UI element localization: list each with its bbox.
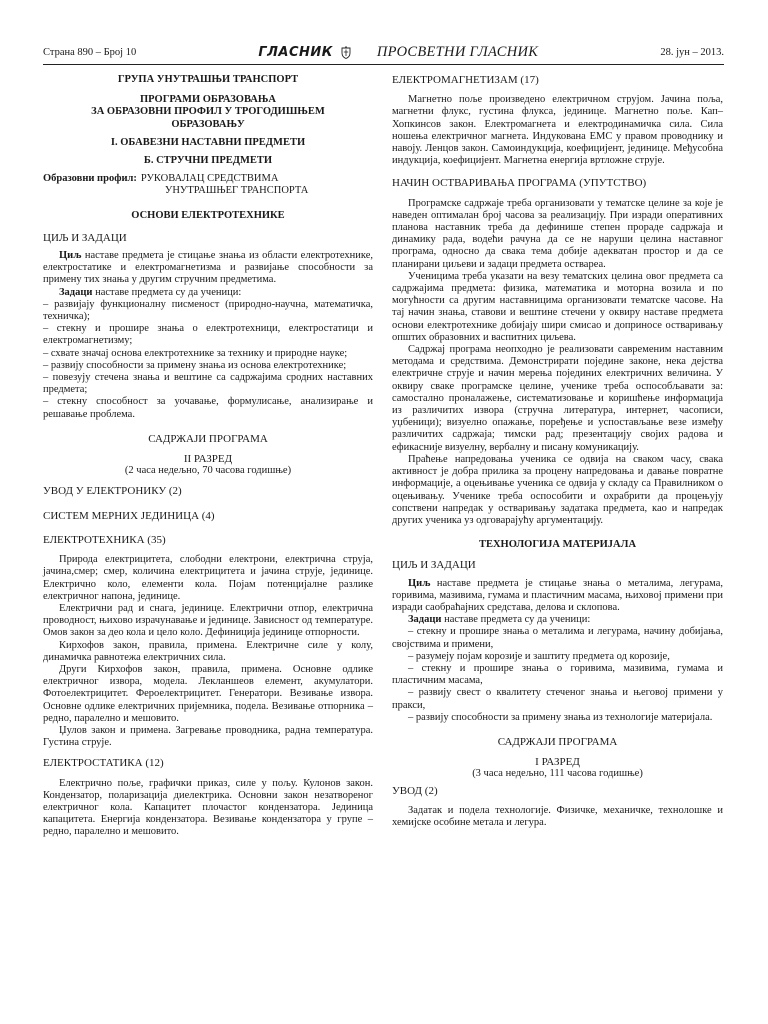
task2-item: – разумеју појам корозије и заштиту предмета од корозије, [408,650,670,662]
task-item: – развијају функционалну писменост (природно-научна, математичка, техничка); [43,298,373,323]
programs-title-line-2: ЗА ОБРАЗОВНИ ПРОФИЛ У ТРОГОДИШЊЕМ [91,106,325,118]
coat-of-arms-icon [341,46,351,59]
task-item: – схвате значај основа електротехнике за технику и природне науке; [43,347,348,359]
goal-text: наставе предмета је стицање знања из области електротехнике, електростатике и електромагнетизма и развијање способности за примену тих знања у другим стручним предметима. [43,250,373,286]
grade-heading: II РАЗРЕД [183,453,233,466]
intro2-paragraph: Задатак и подела технологије. Физичке, механичке, технолошке и хемијске особине метала и легура. [392,804,723,828]
right-column [392,74,723,829]
programs-title-line-1: ПРОГРАМИ ОБРАЗОВАЊА [140,94,276,106]
task2-item: – развију способности за примену знања из технологије материјала. [408,711,713,723]
electromagnetism-paragraph: Магнетно поље произведено електричном струјом. Јачина поља, магнетни флукс, густина флукса, јединице. Магнетно поље. Кап–Хопкинсов закон. Електромагнета и електродинамичка сила. Сила ношења електричног магнета. Индукована ЕМС у правом проводнику и навоју. Ленцов закон. Самоиндукција, коефицијент, јединице. Међусобна индукција, коефицијент. Магнетна енергија вртложне струје. [392,94,723,167]
task2-item: – стекну и прошире знања о горивима, мазивима, гумама и пластичним масама, [392,662,723,687]
task-item: – развију способности за примену знања из основа електротехнике; [43,359,347,371]
programs-title-line-3: ОБРАЗОВАЊУ [171,118,245,130]
section-professional: Б. СТРУЧНИ ПРЕДМЕТИ [143,155,273,167]
task-item: – стекну способност за уочавање, формулисање, анализирање и решавање проблема. [43,396,373,420]
content-heading: САДРЖАЈИ ПРОГРАМА [148,432,268,445]
electrotech-paragraph: Кирхофов закон, правила, примена. Електричне силе у колу, динамичка равнотежа електричних сила. [43,639,373,663]
profile-label: Образовни профил: [43,173,137,185]
group-heading: ГРУПА УНУТРАШЊИ ТРАНСПОРТ [117,74,299,85]
goals-heading: ЦИЉ И ЗАДАЦИ [43,231,127,244]
goal2-text: наставе предмета је стицање знања о металима, легурама, горивима, мазивима, гумама и пластичним масама, њиховој примени при изради саобраћајних средстава, делова и склопова. [392,577,723,613]
page-header [43,40,724,65]
journal-title: ПРОСВЕТНИ ГЛАСНИК [376,43,539,60]
topic-electrostatics: ЕЛЕКТРОСТАТИКА (12) [43,757,164,770]
subject2-title: ТЕХНОЛОГИЈА МАТЕРИЈАЛА [478,539,637,551]
topic2-intro: УВОД (2) [392,784,438,797]
topic-electromagnetism: ЕЛЕКТРОМАГНЕТИЗАМ (17) [392,74,539,86]
electrotech-paragraph: Електрични рад и снага, јединице. Електрични отпор, електрична проводност, њихово израчунавање и јединице. Зависност од температуре. Омов закон за део кола и цело коло. Дефиниција јединице отпорности. [43,602,373,639]
electrotech-paragraph: Природа електрицитета, слободни електрони, електрична струја, јачина,смер; смер, количина електрицитета и јачина струје, јединице. Електрично коло, елементи кола. Појам потенцијалне разлике електричног напона, јединице. [43,554,373,602]
electrotech-paragraph: Џулов закон и примена. Загревање проводника, радна температура. Густина струје. [43,724,373,749]
logo-text: ГЛАСНИК [258,44,333,60]
method-paragraph: Праћење напредовања ученика се одвија на сваком часу, свака активност је добра прилика за процену напредовања и давање повратне информације, а оцењивање ученика се одвија у складу са Правилником о оцењивању. Ученике треба оспособити и охрабрити да процењују сопствени напредак у остваривању задатака предмета, као и напредак других ученика уз одговарајућу аргументацију. [392,453,723,526]
topic-electrotechnics: ЕЛЕКТРОТЕХНИКА (35) [43,533,166,546]
goal2-paragraph [392,578,723,615]
task2-item: – развију свест о квалитету стеченог знања и његовој примени у пракси, [392,687,723,711]
grade2-hours: (3 часа недељно, 111 часова годишње) [472,768,643,780]
tasks-intro [43,287,373,299]
profile-value-line-2: УНУТРАШЊЕГ ТРАНСПОРТА [164,185,309,197]
task-item: – стекну и прошире знања о електротехници, електростатици и електромагнетизму; [43,323,373,347]
method-paragraph: Програмске садржаје треба организовати у тематске целине за које је наведен оптималан број часова за реализацију. При изради оперативних планова наставник треба да дефинише степен прораде садржаја и динамику рада, водећи рачуна да се не наруши целина наставног програма, односно да свака тема добије адекватан простор и да се планирани циљеви и задаци предмета оствареа. [392,197,723,270]
educational-profile [43,173,373,197]
goals2-heading: ЦИЉ И ЗАДАЦИ [392,559,476,572]
tasks2-intro [392,614,723,626]
method-heading: НАЧИН ОСТВАРИВАЊА ПРОГРАМА (УПУТСТВО) [392,177,647,190]
logo [258,45,333,60]
topic-units: СИСТЕМ МЕРНИХ ЈЕДИНИЦА (4) [43,509,215,522]
issue-date: 28. јун – 2013. [660,46,724,58]
grade-hours: (2 часа недељно, 70 часова годишње) [124,465,292,477]
content2-heading: САДРЖАЈИ ПРОГРАМА [497,735,618,748]
electrotech-paragraph: Други Кирхофов закон, правила, примена. Основне одлике електричног извора, модела. Лекланшеов елемент, акумулатори. Фотоелектрицитет. Фероелектрицитет. Генератори. Везивање извора. Основне одлике електричних пријемника, подела. Везивање отпорника – редно, паралелно и мешовито. [43,663,373,724]
topic-intro: УВОД У ЕЛЕКТРОНИКУ (2) [43,485,182,498]
page-issue: Страна 890 – Број 10 [43,46,137,58]
profile-value-line-1: РУКОВАЛАЦ СРЕДСТВИМА [140,173,279,185]
left-column [43,74,373,839]
task2-item: – стекну и прошире знања о металима и легурама, начину добијања, својствима и примени, [392,626,723,650]
section-mandatory: I. ОБАВЕЗНИ НАСТАВНИ ПРЕДМЕТИ [110,136,306,148]
grade2-heading: I РАЗРЕД [535,756,580,769]
masthead [136,44,660,61]
tasks2-text: наставе предмета су да ученици: [441,614,591,626]
tasks-label: Задаци [59,286,93,298]
goal2-label: Циљ [408,577,431,589]
task-item: – повезују стечена знања и вештине са садржајима сродних наставних предмета; [43,372,373,396]
method-paragraph: Садржај програма неопходно је реализовати савременим наставним методама и средствима. Демонстрирати поједине законе, нека дејства електричне струје и начин мерења појединих електричних величина. У оквиру сваке програмске целине, ученике треба оспособљавати за: самостално проналажење, систематизовање и коришћење информација из различитих извора (стручна литература, интернет, часописи, уџбеници); визуелно опажање, поређење и успостављање везе између различитих садржаја; тимски рад; презентацију својих радова и ефикасније визуелну, вербалну и писану комуникацију. [392,344,723,453]
goal-label: Циљ [59,250,82,262]
electrostatics-paragraph: Електрично поље, графички приказ, силе у пољу. Кулонов закон. Кондензатор, поларизација диелектрика. Основни закон незатвореног електричног кола. Капацитет плочастог кондензатора. Јединица капацитета. Енергија кондензатора. Везивање кондензатора у групе – редно, паралелно и мешовито. [43,777,373,838]
tasks2-label: Задаци [408,614,442,626]
method-paragraph: Ученицима треба указати на везу тематских целина овог предмета са садржајима предмета: физика, математика и моторна возила и по могућности са другим наставницима организовати тематске часове. На тај начин знања, ставови и вештине стечени у оквиру наставе предмета основи електротехнике добијају шири смисао и доприносе остваривању општих образовних и васпитних циљева. [392,270,723,343]
tasks-text: наставе предмета су да ученици: [92,286,242,298]
subject-title: ОСНОВИ ЕЛЕКТРОТЕХНИКЕ [131,209,285,221]
goal-paragraph [43,250,373,287]
